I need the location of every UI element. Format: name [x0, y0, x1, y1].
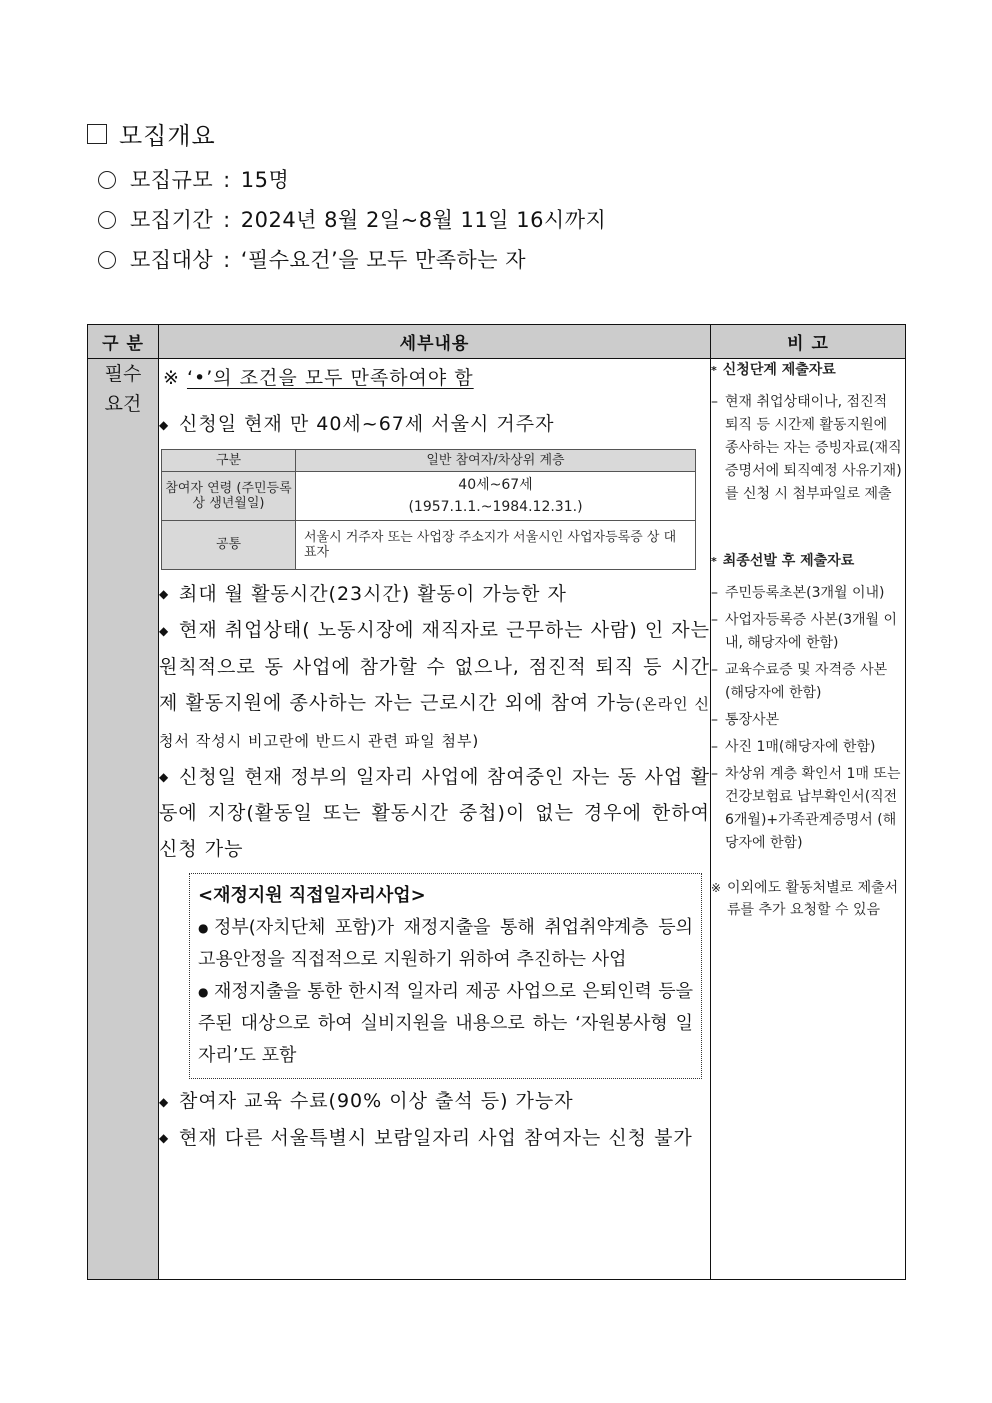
inner-row-common	[162, 520, 696, 569]
diamond-bullet-icon: ◆	[159, 587, 170, 601]
inner-row-key: 공통	[162, 520, 296, 569]
summary-value: 2024년 8월 2일~8월 11일 16시까지	[240, 208, 607, 232]
condition-note	[163, 363, 710, 390]
inner-row-value: 서울시 거주자 또는 사업장 주소지가 서울시인 사업자등록증 상 대표자	[296, 520, 696, 569]
box-item	[198, 912, 693, 976]
summary-separator: :	[223, 168, 231, 192]
reference-mark-icon: ※	[163, 367, 180, 389]
requirement-subnote: (온라인 신청서 작성시 비고란에 반드시 관련 파일 첨부)	[159, 694, 710, 750]
requirement-text: 신청일 현재 정부의 일자리 사업에 참여중인 자는 동 사업 활동에 지장(활동일 또는 활동시간 중첩)이 없는 경우에 한하여 신청 가능	[159, 765, 710, 860]
dash-icon: –	[711, 585, 718, 601]
summary-separator: :	[223, 208, 231, 232]
box-item-text: 정부(자치단체 포함)가 재정지출을 통해 취업취약계층 등의 고용안정을 직접적으로 지원하기 위하여 추진하는 사업	[198, 917, 693, 970]
star-icon: *	[711, 364, 717, 377]
diamond-bullet-icon: ◆	[159, 623, 170, 638]
section-title-text: 모집개요	[119, 122, 216, 150]
requirement-item	[159, 1120, 710, 1157]
category-line: 필수	[104, 363, 142, 385]
requirement-item	[159, 406, 710, 443]
summary-value: ‘필수요건’을 모두 만족하는 자	[240, 248, 527, 272]
box-item-text: 재정지출을 통한 한시적 일자리 제공 사업으로 은퇴인력 등을 주된 대상으로 하여 실비지원을 내용으로 하는 ‘자원봉사형 일자리’도 포함	[198, 981, 693, 1066]
dash-icon: –	[711, 712, 718, 728]
age-range: 40세~67세	[458, 476, 533, 493]
remarks-item-text: 현재 취업상태이나, 점진적 퇴직 등 시간제 활동지원에 종사하는 자는 증빙자료(재직증명서에 퇴직예정 사유기재)를 신청 시 첨부파일로 제출	[725, 394, 902, 502]
diamond-bullet-icon: ◆	[159, 417, 170, 432]
summary-label: 모집규모	[130, 168, 214, 192]
requirement-item	[159, 759, 710, 868]
remarks-item	[711, 609, 905, 655]
inner-row-value	[296, 471, 696, 520]
remarks-title-text: 신청단계 제출자료	[722, 362, 836, 378]
summary-label: 모집대상	[130, 248, 214, 272]
summary-item-target	[98, 240, 606, 280]
dash-icon: –	[711, 612, 718, 628]
condition-note-text: ‘•’의 조건을 모두 만족하여야 함	[186, 367, 474, 389]
age-criteria-table	[161, 449, 696, 570]
inner-header-row	[162, 449, 696, 471]
header-category: 구 분	[88, 325, 159, 359]
birth-date-range: (1957.1.1.~1984.12.31.)	[408, 498, 583, 515]
remarks-cell	[711, 359, 906, 1280]
remarks-item-text: 사진 1매(해당자에 한함)	[725, 739, 876, 755]
summary-item-period	[98, 200, 606, 240]
remarks-item-text: 사업자등록증 사본(3개월 이내, 해당자에 한함)	[725, 612, 898, 651]
remarks-note-text: 이외에도 활동처별로 제출서류를 추가 요청할 수 있음	[727, 880, 899, 918]
dash-icon: –	[711, 766, 718, 782]
category-cell	[88, 359, 159, 1280]
summary-value: 15명	[240, 168, 290, 192]
remarks-item	[711, 763, 905, 855]
remarks-stage1-title	[711, 359, 905, 379]
requirement-text: 참여자 교육 수료(90% 이상 출석 등) 가능자	[179, 1090, 574, 1112]
remarks-note	[711, 877, 905, 921]
remarks-title-text: 최종선발 후 제출자료	[722, 553, 855, 569]
summary-separator: :	[223, 248, 231, 272]
remarks-item	[711, 736, 905, 759]
remarks-item-text: 통장사본	[725, 712, 780, 728]
requirement-item	[159, 612, 710, 759]
details-cell	[159, 359, 711, 1280]
box-title: <재정지원 직접일자리사업>	[198, 885, 426, 906]
requirement-text: 신청일 현재 만 40세~67세 서울시 거주자	[179, 413, 555, 435]
requirement-text: 최대 월 활동시간(23시간) 활동이 가능한 자	[179, 582, 567, 605]
requirement-item	[159, 1083, 710, 1120]
inner-header-value: 일반 참여자/차상위 계층	[296, 449, 696, 471]
summary-list	[98, 160, 606, 280]
section-title	[87, 116, 216, 151]
square-bullet-icon	[87, 124, 107, 144]
dot-bullet-icon: ●	[198, 985, 209, 999]
summary-item-size	[98, 160, 606, 200]
remarks-item	[711, 391, 905, 506]
requirement-text: 현재 취업상태( 노동시장에 재직자로 근무하는 사람) 인 자는 원칙적으로 동 사업에 참가할 수 없으나, 점진적 퇴직 등 시간제 활동지원에 종사하는 자는 근로시간 외에 참여 가능	[159, 619, 710, 714]
diamond-bullet-icon: ◆	[159, 1131, 170, 1145]
remarks-item-text: 차상위 계층 확인서 1매 또는 건강보험료 납부확인서(직전 6개월)+가족관계증명서 (해당자에 한함)	[725, 766, 901, 851]
table-header-row	[88, 325, 906, 359]
circle-bullet-icon	[98, 171, 116, 189]
diamond-bullet-icon: ◆	[159, 770, 170, 784]
remarks-item	[711, 582, 905, 605]
remarks-item	[711, 659, 905, 705]
dot-bullet-icon: ●	[198, 921, 209, 935]
table-row	[88, 359, 906, 1280]
dash-icon: –	[711, 394, 718, 410]
fiscal-support-box	[189, 873, 702, 1079]
diamond-bullet-icon: ◆	[159, 1094, 170, 1109]
remarks-item-text: 주민등록초본(3개월 이내)	[725, 585, 885, 601]
requirements-table	[87, 324, 906, 1280]
category-line: 요건	[104, 393, 142, 415]
circle-bullet-icon	[98, 251, 116, 269]
remarks-item	[711, 709, 905, 732]
requirement-item	[159, 576, 710, 613]
dash-icon: –	[711, 739, 718, 755]
remarks-stage2-title	[711, 550, 905, 570]
reference-mark-icon: ※	[711, 881, 722, 895]
header-details: 세부내용	[159, 325, 711, 359]
remarks-item-text: 교육수료증 및 자격증 사본(해당자에 한함)	[725, 662, 888, 701]
inner-row-age	[162, 471, 696, 520]
requirement-text: 현재 다른 서울특별시 보람일자리 사업 참여자는 신청 불가	[179, 1126, 693, 1149]
summary-label: 모집기간	[130, 208, 214, 232]
dash-icon: –	[711, 662, 718, 678]
inner-header-key: 구분	[162, 449, 296, 471]
box-item	[198, 976, 693, 1072]
star-icon: *	[711, 555, 717, 568]
inner-row-key: 참여자 연령 (주민등록상 생년월일)	[162, 471, 296, 520]
header-remarks: 비 고	[711, 325, 906, 359]
circle-bullet-icon	[98, 211, 116, 229]
